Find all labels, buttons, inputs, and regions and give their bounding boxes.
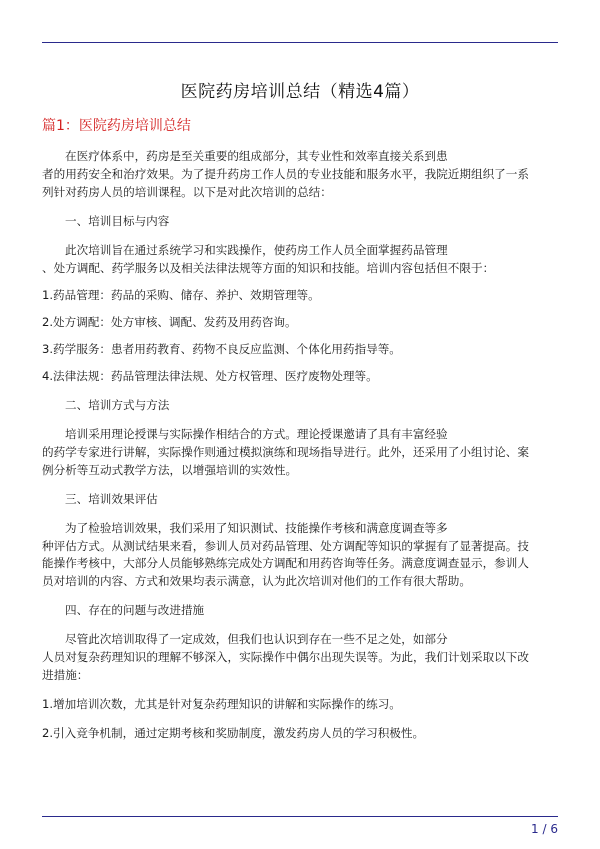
list-item: 4.法律法规：药品管理法律法规、处方权管理、医疗废物处理等。 — [42, 368, 378, 383]
list-item: 1.增加培训次数，尤其是针对复杂药理知识的讲解和实际操作的练习。 — [42, 697, 401, 712]
list-item: 2.引入竞争机制，通过定期考核和奖励制度，激发药房人员的学习积极性。 — [42, 726, 425, 741]
goals-paragraph: 此次培训旨在通过系统学习和实践操作，使药房工作人员全面掌握药品管理 、处方调配、药学服务以及相关法律法规等方面的知识和技能。培训内容包括但不限于： — [42, 242, 495, 275]
footer-rule — [42, 816, 558, 817]
issues-paragraph: 尽管此次培训取得了一定成效，但我们也认识到存在一些不足之处，如部分 人员对复杂药理知识的理解不够深入，实际操作中偶尔出现失误等。为此，我们计划采取以下改 进措施： — [42, 632, 529, 683]
header-rule — [42, 42, 558, 43]
page-number: 1 / 6 — [531, 822, 558, 836]
subheading-methods: 二、培训方式与方法 — [65, 397, 170, 412]
list-item: 2.处方调配：处方审核、调配、发药及用药咨询。 — [42, 314, 297, 329]
subheading-issues: 四、存在的问题与改进措施 — [65, 603, 205, 618]
document-title: 医院药房培训总结（精选4篇） — [180, 82, 420, 102]
subheading-goals: 一、培训目标与内容 — [65, 213, 170, 228]
methods-paragraph: 培训采用理论授课与实际操作相结合的方式。理论授课邀请了具有丰富经验 的药学专家进行讲解，实际操作则通过模拟演练和现场指导进行。此外，还采用了小组讨论、案 例分析等互动式教学方法，以增强培训的实效性。 — [42, 426, 529, 477]
document-body — [42, 148, 558, 743]
section-heading: 篇1：医院药房培训总结 — [42, 118, 191, 134]
list-item: 3.药学服务：患者用药教育、药物不良反应监测、个体化用药指导等。 — [42, 341, 401, 356]
evaluation-paragraph: 为了检验培训效果，我们采用了知识测试、技能操作考核和满意度调查等多 种评估方式。从测试结果来看，参训人员对药品管理、处方调配等知识的掌握有了显著提高。技 能操作考核中，大部分人员能够熟练完成处方调配和用药咨询等任务。满意度调查显示，参训人 员对培训的内容、方式和效果均表示满意，认为此次培训对他们的工作有很大帮助。 — [42, 520, 529, 589]
intro-paragraph: 在医疗体系中，药房是至关重要的组成部分，其专业性和效率直接关系到患 者的用药安全和治疗效果。为了提升药房工作人员的专业技能和服务水平，我院近期组织了一系 列针对药房人员的培训课程。以下是对此次培训的总结： — [42, 149, 529, 199]
subheading-evaluation: 三、培训效果评估 — [65, 491, 158, 506]
list-item: 1.药品管理：药品的采购、储存、养护、效期管理等。 — [42, 287, 320, 302]
